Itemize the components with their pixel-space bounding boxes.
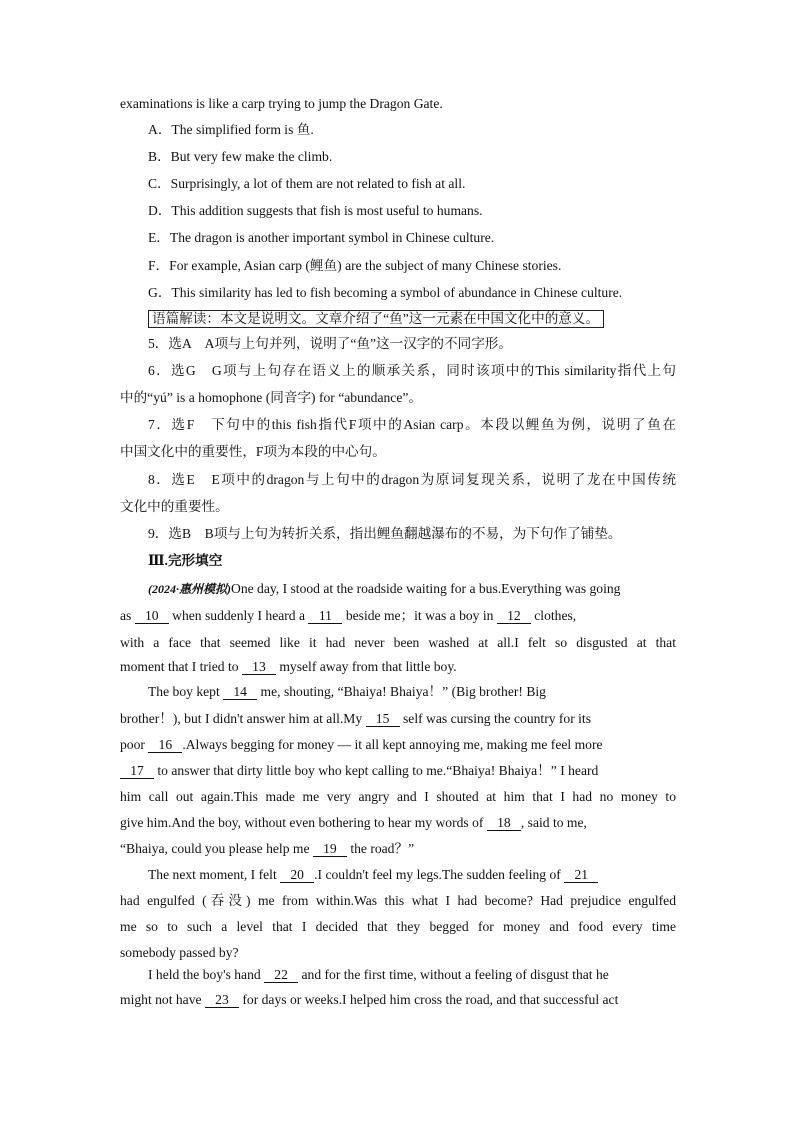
cloze-p2-line5: him call out again.This made me very angry and I shouted at him that I had no money to xyxy=(120,789,676,804)
blank-18[interactable]: 18 xyxy=(487,815,521,831)
cloze-p4-line2: might not have 23 for days or weeks.I helped him cross the road, and that successful act xyxy=(120,992,619,1007)
answer-6: 6．选G G项与上句存在语义上的顺承关系，同时该项中的This similarity指代上句 xyxy=(148,363,676,378)
blank-21[interactable]: 21 xyxy=(564,867,598,883)
answer-6-cont: 中的“yú” is a homophone (同音字) for “abundance”。 xyxy=(120,390,422,405)
blank-22[interactable]: 22 xyxy=(264,967,298,983)
blank-15[interactable]: 15 xyxy=(366,711,400,727)
answer-7-cont: 中国文化中的重要性，F项为本段的中心句。 xyxy=(120,444,386,459)
analysis-box: 语篇解读：本文是说明文。文章介绍了“鱼”这一元素在中国文化中的意义。 xyxy=(148,310,604,328)
cloze-p2-line6: give him.And the boy, without even bothering to hear my words of 18 , said to me, xyxy=(120,815,587,830)
answer-8: 8．选E E项中的dragon与上句中的dragon为原词复现关系，说明了龙在中国传统 xyxy=(148,472,676,487)
answer-7: 7．选F 下句中的this fish指代F项中的Asian carp。本段以鲤鱼为例，说明了鱼在 xyxy=(148,417,676,432)
answer-5: 5．选A A项与上句并列，说明了“鱼”这一汉字的不同字形。 xyxy=(148,336,512,351)
blank-12[interactable]: 12 xyxy=(497,608,531,624)
cloze-p2-line4: 17 to answer that dirty little boy who kept calling to me.“Bhaiya! Bhaiya！” I heard xyxy=(120,762,676,780)
blank-10[interactable]: 10 xyxy=(135,608,169,624)
cloze-p1-line3: with a face that seemed like it had never been washed at all.I felt so disgusted at that xyxy=(120,635,676,650)
blank-14[interactable]: 14 xyxy=(223,684,257,700)
cloze-p1-line4: moment that I tried to 13 myself away from that little boy. xyxy=(120,659,457,674)
cloze-p2-line3: poor 16 .Always begging for money — it all kept annoying me, making me feel more xyxy=(120,737,603,752)
blank-11[interactable]: 11 xyxy=(308,608,342,624)
intro-line: examinations is like a carp trying to jump the Dragon Gate. xyxy=(120,96,443,111)
option-c: C．Surprisingly, a lot of them are not related to fish at all. xyxy=(148,176,466,191)
cloze-p1-line2: as 10 when suddenly I heard a 11 beside me；it was a boy in 12 clothes, xyxy=(120,608,577,623)
cloze-p3-line3: me so to such a level that I decided that they begged for money and food every time xyxy=(120,919,676,934)
blank-13[interactable]: 13 xyxy=(242,659,276,675)
cloze-p4-line1: I held the boy's hand 22 and for the first time, without a feeling of disgust that he xyxy=(148,967,609,982)
blank-19[interactable]: 19 xyxy=(313,841,347,857)
analysis-line xyxy=(148,310,676,328)
answer-8-cont: 文化中的重要性。 xyxy=(120,499,229,514)
cloze-p1-line1: (2024·惠州模拟)One day, I stood at the roadside waiting for a bus.Everything was going xyxy=(148,581,621,596)
cloze-p2-line1: The boy kept 14 me, shouting, “Bhaiya! Bhaiya！” (Big brother! Big xyxy=(148,684,546,699)
answer-9: 9．选B B项与上句为转折关系，指出鲤鱼翻越瀑布的不易，为下句作了铺垫。 xyxy=(148,526,622,541)
cloze-p3-line1: The next moment, I felt 20 .I couldn't feel my legs.The sudden feeling of 21 xyxy=(148,866,676,884)
option-b: B．But very few make the climb. xyxy=(148,149,333,164)
cloze-p2-line2: brother！), but I didn't answer him at all.My 15 self was cursing the country for its xyxy=(120,711,592,726)
option-d: D．This addition suggests that fish is most useful to humans. xyxy=(148,203,483,218)
cloze-p3-line4: somebody passed by? xyxy=(120,945,239,960)
option-g: G．This similarity has led to fish becoming a symbol of abundance in Chinese culture. xyxy=(148,285,623,300)
option-a: A．The simplified form is 鱼. xyxy=(148,122,314,137)
option-f: F．For example, Asian carp (鲤鱼) are the subject of many Chinese stories. xyxy=(148,258,562,273)
option-e: E．The dragon is another important symbol in Chinese culture. xyxy=(148,230,495,245)
blank-17[interactable]: 17 xyxy=(120,763,154,779)
blank-16[interactable]: 16 xyxy=(148,737,182,753)
section-title: Ⅲ.完形填空 xyxy=(148,553,223,568)
blank-20[interactable]: 20 xyxy=(280,867,314,883)
blank-23[interactable]: 23 xyxy=(205,992,239,1008)
source-tag: (2024·惠州模拟) xyxy=(148,582,231,596)
cloze-p3-line2: had engulfed (吞没) me from within.Was this what I had become? Had prejudice engulfed xyxy=(120,893,676,908)
cloze-p2-line7: “Bhaiya, could you please help me 19 the road？” xyxy=(120,841,415,856)
